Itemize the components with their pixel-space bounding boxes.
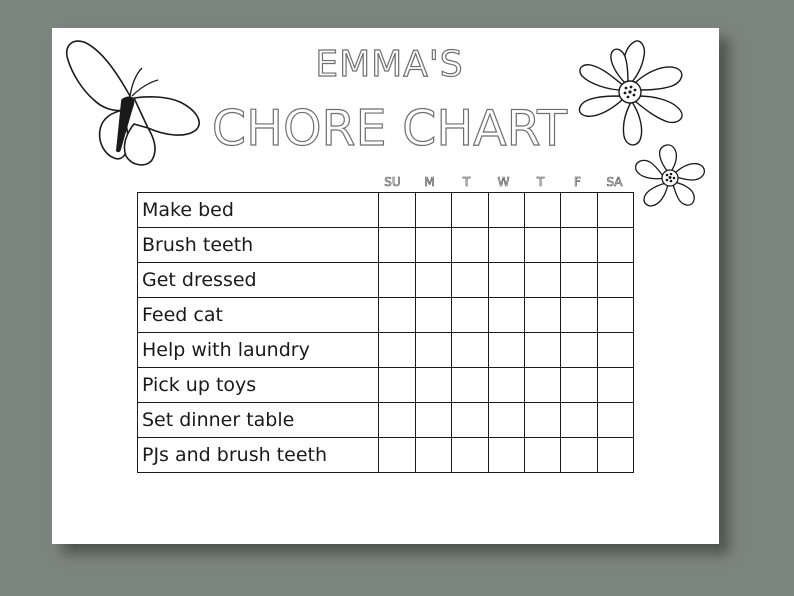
checkbox-cell-saturday[interactable] <box>597 333 633 368</box>
checkbox-cell-monday[interactable] <box>415 263 451 298</box>
chore-label: Make bed <box>138 193 379 228</box>
checkbox-cell-tuesday[interactable] <box>452 298 488 333</box>
checkbox-cell-saturday[interactable] <box>597 263 633 298</box>
checkbox-cell-sunday[interactable] <box>379 368 415 403</box>
chore-label: Pick up toys <box>138 368 379 403</box>
checkbox-cell-saturday[interactable] <box>597 298 633 333</box>
chore-row <box>138 228 634 263</box>
checkbox-cell-wednesday[interactable] <box>488 298 524 333</box>
checkbox-cell-monday[interactable] <box>415 368 451 403</box>
checkbox-cell-sunday[interactable] <box>379 298 415 333</box>
chore-row <box>138 298 634 333</box>
flower-icon <box>632 142 708 214</box>
checkbox-cell-friday[interactable] <box>561 438 597 473</box>
checkbox-cell-saturday[interactable] <box>597 368 633 403</box>
checkbox-cell-thursday[interactable] <box>524 298 560 333</box>
checkbox-cell-saturday[interactable] <box>597 193 633 228</box>
checkbox-cell-friday[interactable] <box>561 403 597 438</box>
chore-label: PJs and brush teeth <box>138 438 379 473</box>
checkbox-cell-friday[interactable] <box>561 298 597 333</box>
checkbox-cell-wednesday[interactable] <box>488 333 524 368</box>
checkbox-cell-friday[interactable] <box>561 228 597 263</box>
checkbox-cell-tuesday[interactable] <box>452 438 488 473</box>
chore-row <box>138 333 634 368</box>
chore-chart-sheet <box>52 28 719 544</box>
checkbox-cell-monday[interactable] <box>415 333 451 368</box>
checkbox-cell-tuesday[interactable] <box>452 263 488 298</box>
checkbox-cell-monday[interactable] <box>415 228 451 263</box>
checkbox-cell-thursday[interactable] <box>524 438 560 473</box>
checkbox-cell-friday[interactable] <box>561 368 597 403</box>
checkbox-cell-sunday[interactable] <box>379 263 415 298</box>
flower-icon <box>568 38 694 150</box>
checkbox-cell-saturday[interactable] <box>597 438 633 473</box>
checkbox-cell-tuesday[interactable] <box>452 228 488 263</box>
chore-label: Set dinner table <box>138 403 379 438</box>
checkbox-cell-sunday[interactable] <box>379 438 415 473</box>
day-label-saturday: SA <box>606 175 623 189</box>
chore-row <box>138 368 634 403</box>
chore-label: Help with laundry <box>138 333 379 368</box>
chart-main-title: CHORE CHART <box>211 100 568 157</box>
chore-row <box>138 263 634 298</box>
checkbox-cell-monday[interactable] <box>415 193 451 228</box>
checkbox-cell-monday[interactable] <box>415 403 451 438</box>
checkbox-cell-wednesday[interactable] <box>488 228 524 263</box>
chore-row <box>138 403 634 438</box>
chore-row <box>138 193 634 228</box>
day-label-thursday: T <box>536 175 545 189</box>
checkbox-cell-sunday[interactable] <box>379 333 415 368</box>
day-label-friday: F <box>574 175 581 189</box>
checkbox-cell-wednesday[interactable] <box>488 193 524 228</box>
checkbox-cell-saturday[interactable] <box>597 228 633 263</box>
checkbox-cell-tuesday[interactable] <box>452 333 488 368</box>
chore-label: Brush teeth <box>138 228 379 263</box>
checkbox-cell-sunday[interactable] <box>379 193 415 228</box>
checkbox-cell-wednesday[interactable] <box>488 368 524 403</box>
checkbox-cell-monday[interactable] <box>415 438 451 473</box>
checkbox-cell-friday[interactable] <box>561 263 597 298</box>
checkbox-cell-monday[interactable] <box>415 298 451 333</box>
checkbox-cell-thursday[interactable] <box>524 403 560 438</box>
day-label-monday: M <box>424 175 435 189</box>
checkbox-cell-wednesday[interactable] <box>488 438 524 473</box>
day-label-tuesday: T <box>462 175 471 189</box>
weekday-header <box>374 175 633 189</box>
day-label-sunday: SU <box>384 175 401 189</box>
checkbox-cell-thursday[interactable] <box>524 228 560 263</box>
day-label-wednesday: W <box>497 175 510 189</box>
checkbox-cell-saturday[interactable] <box>597 403 633 438</box>
checkbox-cell-tuesday[interactable] <box>452 403 488 438</box>
checkbox-cell-sunday[interactable] <box>379 228 415 263</box>
checkbox-cell-friday[interactable] <box>561 193 597 228</box>
checkbox-cell-friday[interactable] <box>561 333 597 368</box>
chore-label: Feed cat <box>138 298 379 333</box>
chore-row <box>138 438 634 473</box>
checkbox-cell-tuesday[interactable] <box>452 368 488 403</box>
checkbox-cell-sunday[interactable] <box>379 403 415 438</box>
checkbox-cell-thursday[interactable] <box>524 263 560 298</box>
chart-owner-title: EMMA'S <box>315 44 464 85</box>
chore-label: Get dressed <box>138 263 379 298</box>
checkbox-cell-wednesday[interactable] <box>488 403 524 438</box>
checkbox-cell-thursday[interactable] <box>524 368 560 403</box>
checkbox-cell-thursday[interactable] <box>524 333 560 368</box>
checkbox-cell-tuesday[interactable] <box>452 193 488 228</box>
checkbox-cell-thursday[interactable] <box>524 193 560 228</box>
checkbox-cell-wednesday[interactable] <box>488 263 524 298</box>
chore-table <box>137 192 634 473</box>
